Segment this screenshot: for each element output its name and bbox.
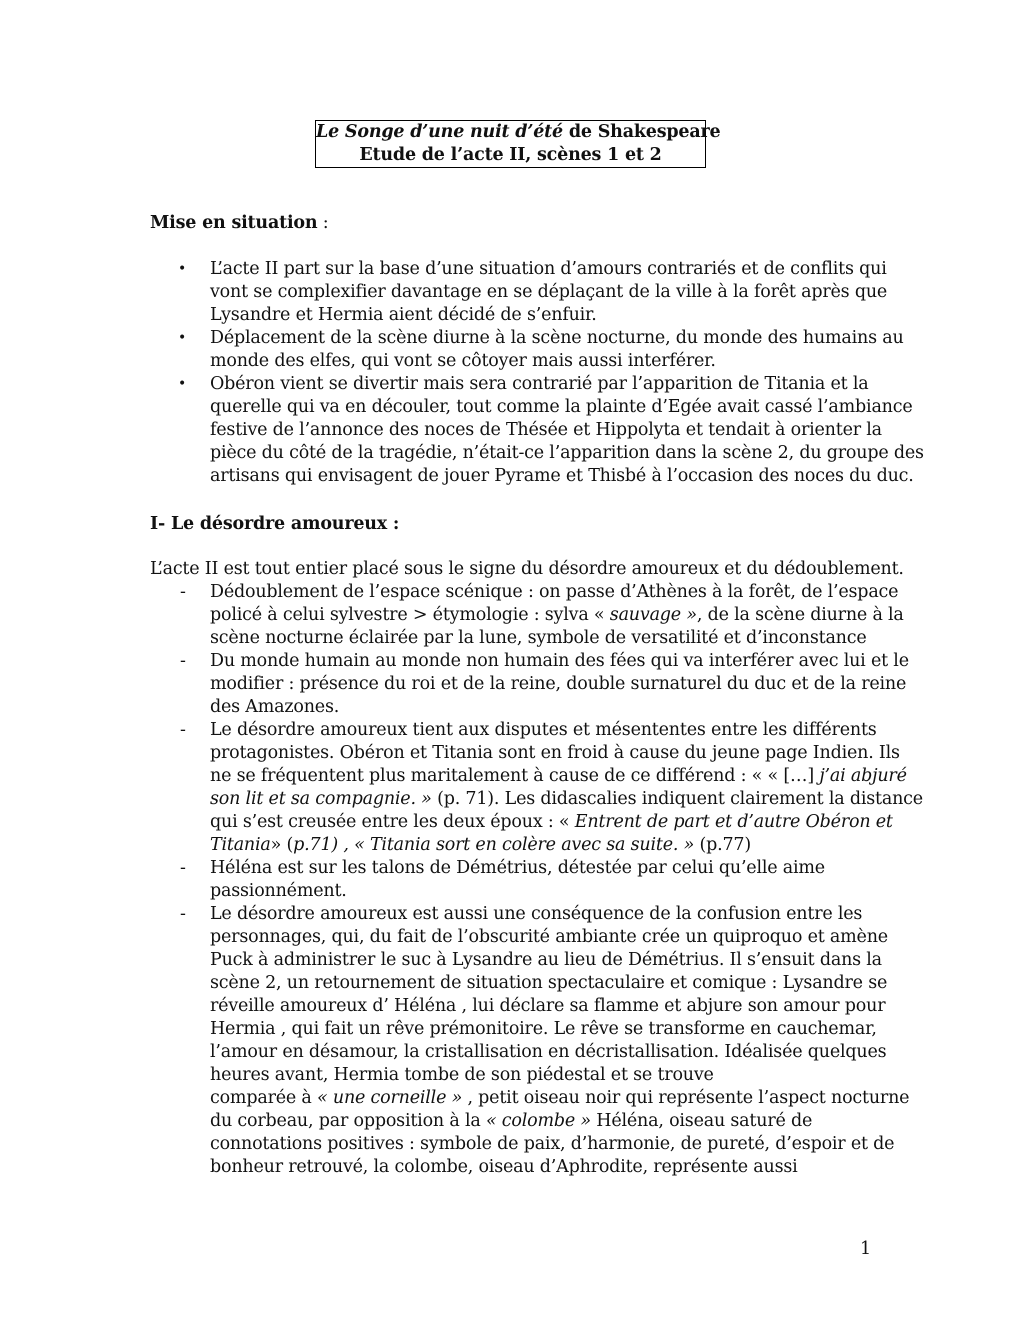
- item5-l1: Le désordre amoureux est aussi une conséquence de la confusion entre les: [210, 904, 863, 924]
- item5-l10-a: du corbeau, par opposition à la: [210, 1111, 486, 1131]
- section1-heading: [150, 513, 399, 536]
- item5-l10-italic: « colombe »: [485, 1111, 591, 1131]
- item3-l3: [210, 765, 907, 788]
- item1-l2-b: , de la scène diurne à la: [696, 605, 904, 625]
- dash-marker: -: [180, 720, 186, 740]
- title-line-2: Etude de l’acte II, scènes 1 et 2: [359, 145, 662, 165]
- item5-l9-b: , petit oiseau noir qui représente l’aspect nocturne: [462, 1088, 910, 1108]
- item3-l4-italic: son lit et sa compagnie. »: [210, 789, 432, 809]
- item5-l8: heures avant, Hermia tombe de son piédestal et se trouve: [210, 1065, 714, 1085]
- item5-l4: scène 2, un retournement de situation spectaculaire et comique : Lysandre se: [210, 973, 888, 993]
- item1-l2-a: policé à celui sylvestre > étymologie : sylva «: [210, 605, 610, 625]
- mise-b3-l1: Obéron vient se divertir mais sera contrarié par l’apparition de Titania et la: [210, 374, 869, 394]
- item5-l5: réveille amoureux d’ Héléna , lui déclare sa flamme et abjure son amour pour: [210, 996, 886, 1016]
- dash-marker: -: [180, 904, 186, 924]
- item5-l9-a: comparée à: [210, 1088, 318, 1108]
- section1-intro: L’acte II est tout entier placé sous le signe du désordre amoureux et du dédoublement.: [150, 559, 904, 579]
- bullet-icon: •: [178, 330, 187, 346]
- mise-b3-l5: artisans qui envisagent de jouer Pyrame et Thisbé à l’occasion des noces du duc.: [210, 466, 914, 486]
- item1-l3: scène nocturne éclairée par la lune, symbole de versatilité et d’inconstance: [210, 628, 867, 648]
- item5-l10: [210, 1110, 812, 1133]
- bullet-icon: •: [178, 376, 187, 392]
- item2-l1: Du monde humain au monde non humain des fées qui va interférer avec lui et le: [210, 651, 909, 671]
- item3-l4-b: (p. 71). Les didascalies indiquent clairement la distance: [431, 789, 923, 809]
- item5-l11: connotations positives : symbole de paix, d’harmonie, de pureté, d’espoir et de: [210, 1134, 895, 1154]
- item5-l10-b: Héléna, oiseau saturé de: [590, 1111, 813, 1131]
- mise-heading: [150, 212, 328, 235]
- item3-l2: protagonistes. Obéron et Titania sont en froid à cause du jeune page Indien. Ils: [210, 743, 900, 763]
- mise-b3-l3: festive de l’annonce des noces de Thésée et Hippolyta et tendait à orienter la: [210, 420, 882, 440]
- mise-b1-l2: vont se complexifier davantage en se déplaçant de la ville à la forêt après que: [210, 282, 888, 302]
- item5-l9-italic: « une corneille »: [317, 1088, 463, 1108]
- item5-l9: [210, 1087, 909, 1110]
- title-box: [315, 120, 721, 168]
- item3-l1: Le désordre amoureux tient aux disputes et mésententes entre les différents: [210, 720, 877, 740]
- dash-marker: -: [180, 651, 186, 671]
- item3-l6-italic-2: p.71) , « Titania sort en colère avec sa suite. »: [293, 835, 695, 855]
- mise-heading-text: Mise en situation: [150, 213, 318, 233]
- item3-l5-a: qui s’est creusée entre les deux époux : «: [210, 812, 575, 832]
- page-number: 1: [860, 1239, 871, 1259]
- item3-l4: [210, 788, 923, 811]
- mise-b1-l3: Lysandre et Hermia aient décidé de s’enfuir.: [210, 305, 597, 325]
- item5-l2: personnages, qui, du fait de l’obscurité ambiante crée un quiproquo et amène: [210, 927, 888, 947]
- mise-b2-l1: Déplacement de la scène diurne à la scène nocturne, du monde des humains au: [210, 328, 904, 348]
- item3-l5: [210, 811, 893, 834]
- item3-l6-italic-1: Titania: [210, 835, 271, 855]
- item3-l6: [210, 834, 751, 857]
- item1-l1: Dédoublement de l’espace scénique : on passe d’Athènes à la forêt, de l’espace: [210, 582, 899, 602]
- item5-l12: bonheur retrouvé, la colombe, oiseau d’Aphrodite, représente aussi: [210, 1157, 798, 1177]
- item3-l5-italic: Entrent de part et d’autre Obéron et: [574, 812, 893, 832]
- item2-l2: modifier : présence du roi et de la reine, double surnaturel du duc et de la reine: [210, 674, 907, 694]
- item1-l2-italic: sauvage »: [609, 605, 697, 625]
- item3-l3-italic: j’ai abjuré: [819, 766, 907, 786]
- item5-l3: Puck à administrer le suc à Lysandre au lieu de Démétrius. Il s’ensuit dans la: [210, 950, 882, 970]
- item3-l3-a: ne se fréquentent plus maritalement à cause de ce différend : « « […]: [210, 766, 820, 786]
- mise-b2-l2: monde des elfes, qui vont se côtoyer mais aussi interférer.: [210, 351, 716, 371]
- mise-b1-l1: L’acte II part sur la base d’une situation d’amours contrariés et de conflits qui: [210, 259, 887, 279]
- dash-marker: -: [180, 858, 186, 878]
- item3-l6-b2: (p.77): [694, 835, 751, 855]
- item4-l2: passionnément.: [210, 881, 347, 901]
- item5-l6: Hermia , qui fait un rêve prémonitoire. Le rêve se transforme en cauchemar,: [210, 1019, 877, 1039]
- mise-b3-l2: querelle qui va en découler, tout comme la plainte d’Egée avait cassé l’ambiance: [210, 397, 913, 417]
- item2-l3: des Amazones.: [210, 697, 340, 717]
- mise-b3-l4: pièce du côté de la tragédie, n’était-ce l’apparition dans la scène 2, du groupe des: [210, 443, 924, 463]
- item5-l7: l’amour en désamour, la cristallisation en décristallisation. Idéalisée quelques: [210, 1042, 887, 1062]
- dash-marker: -: [180, 582, 186, 602]
- title-italic: Le Songe d’une nuit d’été: [316, 122, 563, 142]
- mise-heading-colon: :: [317, 213, 329, 233]
- title-line-1: [316, 121, 721, 144]
- section1-heading-text: I- Le désordre amoureux :: [150, 514, 400, 534]
- item4-l1: Héléna est sur les talons de Démétrius, détestée par celui qu’elle aime: [210, 858, 825, 878]
- title-rest: de Shakespeare: [562, 122, 721, 142]
- item1-l2: [210, 604, 904, 627]
- item3-l6-b1: » (: [270, 835, 294, 855]
- bullet-icon: •: [178, 261, 187, 277]
